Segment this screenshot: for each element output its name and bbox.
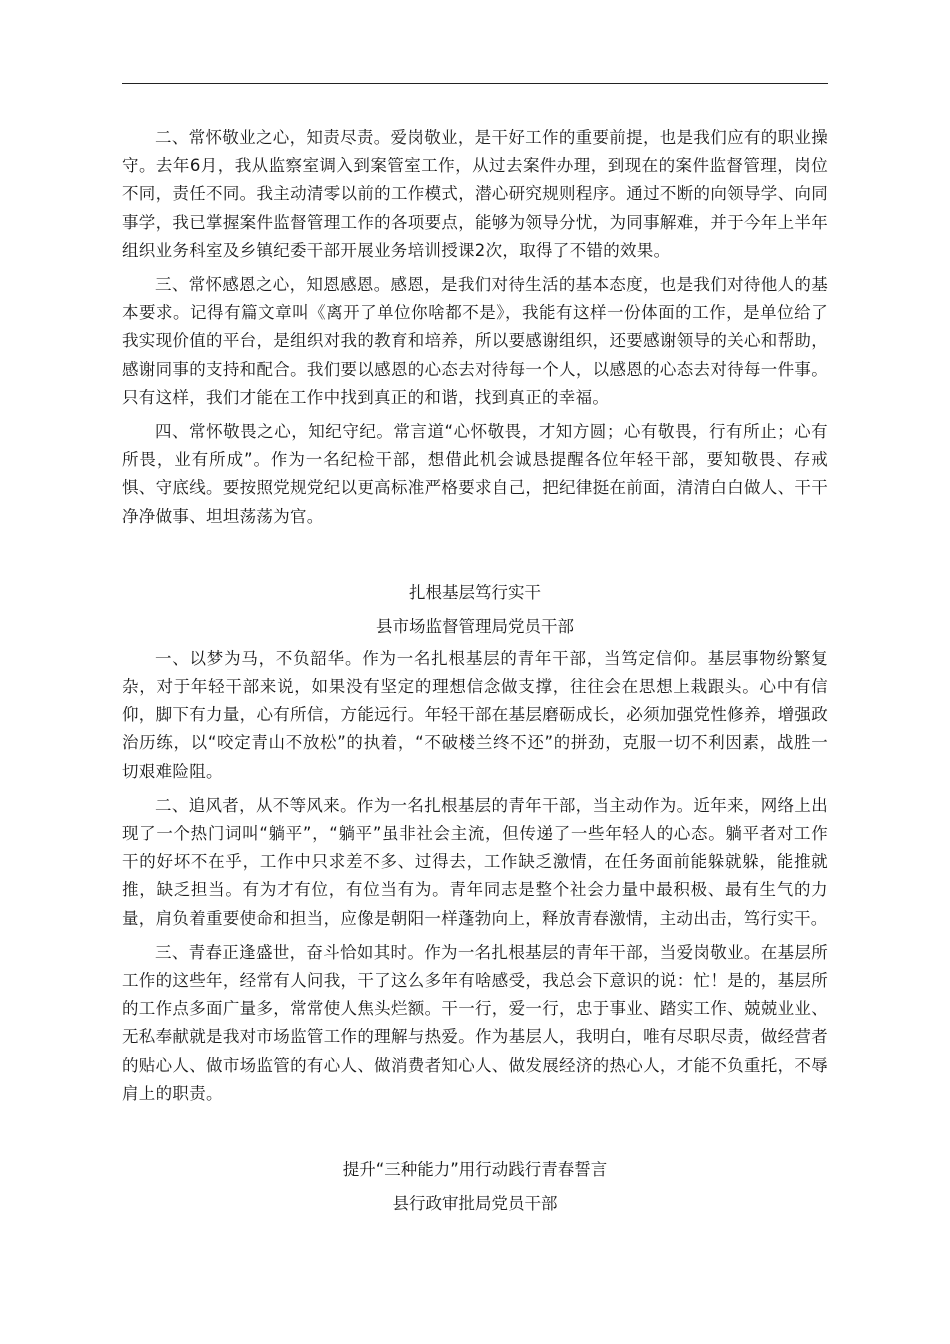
paragraph: 三、常怀感恩之心，知恩感恩。感恩，是我们对待生活的基本态度，也是我们对待他人的基本要求。记得有篇文章叫《离开了单位你啥都不是》，我能有这样一份体面的工作，是单位给了我实现价值的平台，是组织对我的教育和培养，所以要感谢组织，还要感谢领导的关心和帮助，感谢同事的支持和配合。我们要以感恩的心态去对待每一个人，以感恩的心态去对待每一件事。只有这样，我们才能在工作中找到真正的和谐，找到真正的幸福。 <box>122 275 828 407</box>
header-rule <box>122 83 828 84</box>
section-spacer <box>122 537 828 579</box>
paragraph: 二、追风者，从不等风来。作为一名扎根基层的青年干部，当主动作为。近年来，网络上出现了一个热门词叫“躺平”，“躺平”虽非社会主流，但传递了一些年轻人的心态。躺平者对工作干的好坏不在乎，工作中只求差不多、过得去，工作缺乏激情，在任务面前能躲就躲，能推就推，缺乏担当。有为才有位，有位当有为。青年同志是整个社会力量中最积极、最有生气的力量，肩负着重要使命和担当，应像是朝阳一样蓬勃向上，释放青春激情，主动出击，笃行实干。 <box>122 795 828 928</box>
section-spacer <box>122 1114 828 1156</box>
paragraph: 一、以梦为马，不负韶华。作为一名扎根基层的青年干部，当笃定信仰。基层事物纷繁复杂，对于年轻干部来说，如果没有坚定的理想信念做支撑，往往会在思想上栽跟头。心中有信仰，脚下有力量，心有所信，方能远行。年轻干部在基层磨砺成长，必须加强党性修养，增强政治历练，以“咬定青山不放松”的执着，“不破楼兰终不还”的拼劲，克服一切不利因素，战胜一切艰难险阻。 <box>122 648 828 781</box>
document-body <box>122 124 828 1222</box>
section-1 <box>122 124 828 531</box>
article-title: 提升“三种能力”用行动践行青春誓言 <box>342 1160 608 1180</box>
article-author: 县行政审批局党员干部 <box>392 1194 558 1214</box>
paragraph: 四、常怀敬畏之心，知纪守纪。常言道“心怀敬畏，才知方圆；心有敬畏，行有所止；心有所畏，业有所成”。作为一名纪检干部，想借此机会诚恳提醒各位年轻干部，要知敬畏、存戒惧、守底线。要按照党规党纪以更高标准严格要求自己，把纪律挺在前面，清清白白做人、干干净净做事、坦坦荡荡为官。 <box>122 422 828 526</box>
section-3 <box>122 1156 828 1218</box>
article-title: 扎根基层笃行实干 <box>409 582 541 602</box>
paragraph: 二、常怀敬业之心，知责尽责。爱岗敬业，是干好工作的重要前提，也是我们应有的职业操守。去年6月，我从监察室调入到案管室工作，从过去案件办理，到现在的案件监督管理，岗位不同，责任不同。我主动清零以前的工作模式，潜心研究规则程序。通过不断的向领导学、向同事学，我已掌握案件监督管理工作的各项要点，能够为领导分忧，为同事解难，并于今年上半年组织业务科室及乡镇纪委干部开展业务培训授课2次，取得了不错的效果。 <box>122 128 828 260</box>
article-author: 县市场监督管理局党员干部 <box>376 616 574 636</box>
paragraph: 三、青春正逢盛世，奋斗恰如其时。作为一名扎根基层的青年干部，当爱岗敬业。在基层所工作的这些年，经常有人问我，干了这么多年有啥感受，我总会下意识的说：忙！是的，基层所的工作点多面广量多，常常使人焦头烂额。干一行，爱一行，忠于事业、踏实工作、兢兢业业、无私奉献就是我对市场监管工作的理解与热爱。作为基层人，我明白，唯有尽职尽责，做经营者的贴心人、做市场监管的有心人、做消费者知心人、做发展经济的热心人，才能不负重托，不辱肩上的职责。 <box>122 942 828 1103</box>
section-2 <box>122 579 828 1108</box>
